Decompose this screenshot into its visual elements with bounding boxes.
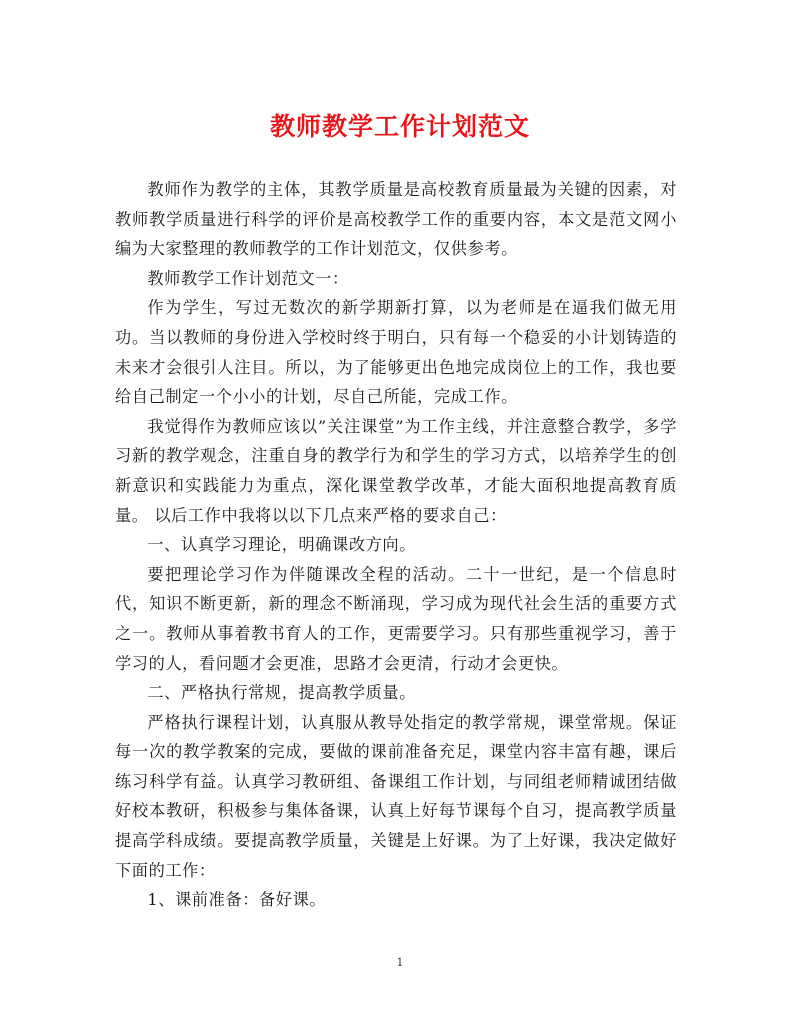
paragraph-lesson-prep: 1、课前准备：备好课。 [147, 890, 327, 910]
page-number: 1 [396, 956, 404, 969]
paragraph-intro: 教师作为教学的主体，其教学质量是高校教育质量最为关键的因素，对教师教学质量进行科学的评价是高校教学工作的重要内容，本文是范文网小编为大家整理的教师教学的工作计划范文，仅供参考。 [115, 180, 677, 259]
document-body [115, 175, 677, 915]
paragraph-section-heading: 教师教学工作计划范文一： [147, 268, 349, 288]
paragraph-heading-two: 二、严格执行常规，提高教学质量。 [147, 683, 416, 703]
paragraph-student-plans: 作为学生，写过无数次的新学期新打算，以为老师是在逼我们做无用功。当以教师的身份进入学校时终于明白，只有每一个稳妥的小计划铸造的未来才会很引人注目。所以，为了能够更出色地完成岗位上的工作，我也要给自己制定一个小小的计划，尽自己所能，完成工作。 [115, 298, 677, 407]
paragraph-heading-one: 一、认真学习理论，明确课改方向。 [147, 535, 416, 555]
paragraph-theory-learning: 要把理论学习作为伴随课改全程的活动。二十一世纪，是一个信息时代，知识不断更新，新的理念不断涌现，学习成为现代社会生活的重要方式之一。教师从事着教书育人的工作，更需要学习。只有那些重视学习，善于学习的人，看问题才会更准，思路才会更清，行动才会更快。 [115, 564, 677, 673]
document-title: 教师教学工作计划范文 [269, 112, 530, 141]
paragraph-classroom-focus: 我觉得作为教师应该以”关注课堂”为工作主线，并注意整合教学，多学习新的教学观念，注重自身的教学行为和学生的学习方式，以培养学生的创新意识和实践能力为重点，深化课堂教学改革，才能大面积地提高教育质量。 以后工作中我将以以下几点来严格的要求自己： [115, 416, 677, 525]
paragraph-teaching-routine: 严格执行课程计划，认真服从教导处指定的教学常规，课堂常规。保证每一次的教学教案的完成，要做的课前准备充足，课堂内容丰富有趣，课后练习科学有益。认真学习教研组、备课组工作计划，与同组老师精诚团结做好校本教研，积极参与集体备课，认真上好每节课每个自习，提高教学质量提高学科成绩。要提高教学质量，关键是上好课。为了上好课，我决定做好下面的工作： [115, 712, 677, 880]
